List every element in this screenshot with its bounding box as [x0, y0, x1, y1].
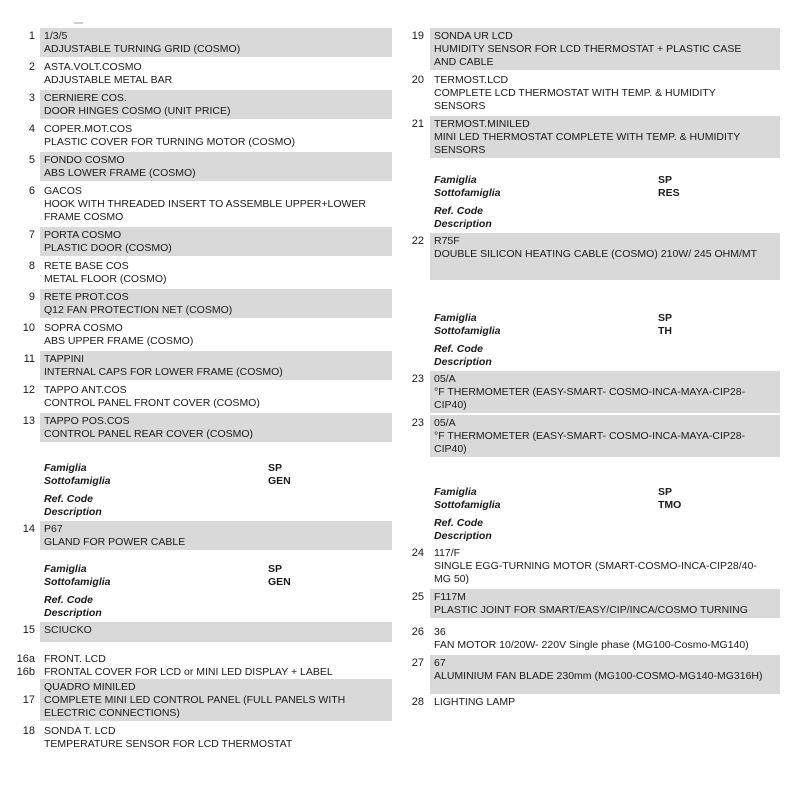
item-row	[0, 622, 392, 642]
item-desc-line: DOOR HINGES COSMO (UNIT PRICE)	[44, 105, 231, 117]
item-row	[390, 233, 780, 280]
family-field-row	[434, 187, 776, 200]
family-field-row	[44, 462, 388, 475]
item-code: RETE PROT.COS	[44, 291, 129, 303]
family-block	[390, 174, 780, 231]
parts-column-right	[390, 28, 780, 709]
item-desc-line: CIP40)	[434, 443, 467, 455]
family-field-row	[434, 517, 776, 530]
item-desc-line: ABS UPPER FRAME (COSMO)	[44, 335, 194, 347]
item-number: 12	[22, 384, 35, 396]
family-field-label: Description	[434, 356, 492, 368]
family-field-row	[434, 312, 776, 325]
item-row	[390, 655, 780, 694]
item-row	[390, 72, 780, 114]
item-content	[430, 624, 780, 653]
item-code: TAPPO POS.COS	[44, 415, 130, 427]
item-row	[390, 545, 780, 587]
family-field-label: Ref. Code	[434, 517, 484, 529]
item-number: 18	[22, 725, 35, 737]
item-desc-line: TEMPERATURE SENSOR FOR LCD THERMOSTAT	[44, 738, 293, 750]
item-desc-line: COMPLETE MINI LED CONTROL PANEL (FULL PANELS WITH	[44, 694, 346, 706]
item-code: 05/A	[434, 373, 456, 385]
item-code: 1/3/5	[44, 30, 68, 42]
family-field-row	[44, 576, 388, 589]
family-field-row	[434, 499, 776, 512]
family-field-label: Sottofamiglia	[44, 475, 111, 487]
item-content	[430, 589, 780, 618]
item-content	[430, 371, 780, 413]
family-field-value: TH	[658, 325, 672, 337]
item-code: SONDA UR LCD	[434, 30, 513, 42]
item-number: 4	[28, 123, 35, 135]
item-number: 15	[22, 624, 35, 636]
family-field-row	[434, 205, 776, 218]
item-desc-line: ELECTRIC CONNECTIONS)	[44, 707, 180, 719]
item-content	[40, 666, 392, 679]
family-field-label: Sottofamiglia	[434, 325, 501, 337]
item-number: 28	[411, 696, 424, 708]
item-row	[0, 289, 392, 318]
item-number: 17	[22, 694, 35, 706]
item-row	[0, 258, 392, 287]
item-content	[40, 653, 392, 666]
item-desc-line: FAN MOTOR 10/20W- 220V Single phase (MG100-Cosmo-MG140)	[434, 639, 749, 651]
item-code: TAPPINI	[44, 353, 85, 365]
family-field-label: Ref. Code	[44, 594, 94, 606]
family-field-row	[434, 486, 776, 499]
item-number: 25	[411, 591, 424, 603]
item-number: 26	[411, 626, 424, 638]
item-code: FRONT. LCD	[44, 653, 106, 665]
item-code: LIGHTING LAMP	[434, 696, 516, 708]
family-fields	[40, 462, 392, 519]
item-number: 24	[411, 547, 424, 559]
item-desc-line: INTERNAL CAPS FOR LOWER FRAME (COSMO)	[44, 366, 283, 378]
item-content	[40, 90, 392, 119]
item-row	[390, 28, 780, 70]
item-number: 23	[411, 417, 424, 429]
item-number	[390, 486, 424, 488]
item-row	[390, 589, 780, 618]
item-desc-line: CIP40)	[434, 399, 467, 411]
item-desc-line: SENSORS	[434, 100, 486, 112]
family-field-label: Famiglia	[44, 462, 87, 474]
item-row	[0, 382, 392, 411]
item-desc-line: PLASTIC COVER FOR TURNING MOTOR (COSMO)	[44, 136, 296, 148]
family-field-label: Description	[44, 607, 102, 619]
item-code: P67	[44, 523, 63, 535]
family-field-value: GEN	[268, 475, 291, 487]
item-number: 19	[411, 30, 424, 42]
scan-artifact-mark	[74, 22, 83, 24]
item-row	[0, 666, 392, 679]
item-content	[40, 121, 392, 150]
item-row	[0, 152, 392, 181]
item-content	[430, 72, 780, 114]
family-field-row	[434, 174, 776, 187]
item-row	[390, 624, 780, 653]
family-field-row	[44, 493, 388, 506]
item-row	[0, 121, 392, 150]
family-field-value: TMO	[658, 499, 682, 511]
item-number	[390, 312, 424, 314]
item-desc-line: SENSORS	[434, 144, 486, 156]
family-field-row	[44, 475, 388, 488]
family-field-value: SP	[658, 174, 673, 186]
item-content	[40, 320, 392, 349]
family-field-value: SP	[658, 312, 673, 324]
item-row	[0, 521, 392, 550]
item-number: 7	[28, 229, 35, 241]
family-fields	[430, 312, 780, 369]
family-field-row	[434, 343, 776, 356]
family-field-label: Famiglia	[434, 486, 477, 498]
parts-column-left	[0, 28, 392, 754]
item-number: 11	[23, 353, 35, 365]
item-content	[430, 655, 780, 694]
family-block	[390, 486, 780, 543]
item-desc-line: CONTROL PANEL REAR COVER (COSMO)	[44, 428, 254, 440]
item-code: ASTA.VOLT.COSMO	[44, 61, 142, 73]
item-row	[390, 415, 780, 457]
family-field-value: GEN	[268, 576, 291, 588]
item-number: 8	[28, 260, 35, 272]
item-number: 3	[28, 92, 35, 104]
item-content	[430, 116, 780, 158]
item-code: QUADRO MINILED	[44, 681, 136, 693]
item-desc-line: SINGLE EGG-TURNING MOTOR (SMART-COSMO-INCA-CIP28/40-	[434, 560, 757, 572]
family-field-label: Sottofamiglia	[434, 499, 501, 511]
item-code: R75F	[434, 235, 460, 247]
family-block	[390, 312, 780, 369]
family-field-label: Famiglia	[434, 312, 477, 324]
item-row	[0, 28, 392, 57]
family-field-label: Ref. Code	[44, 493, 94, 505]
item-desc-line: FRAME COSMO	[44, 211, 124, 223]
family-field-label: Sottofamiglia	[44, 576, 111, 588]
item-code: FRONTAL COVER FOR LCD or MINI LED DISPLAY + LABEL	[44, 666, 333, 678]
item-row	[0, 183, 392, 225]
item-content	[40, 227, 392, 256]
item-code: SONDA T. LCD	[44, 725, 116, 737]
item-code: TERMOST.MINILED	[434, 118, 530, 130]
family-field-label: Ref. Code	[434, 343, 484, 355]
item-row	[0, 351, 392, 380]
item-desc-line: DOUBLE SILICON HEATING CABLE (COSMO) 210W/ 245 OHM/MT	[434, 248, 758, 260]
item-content	[40, 59, 392, 88]
item-row	[0, 723, 392, 752]
item-code: 67	[434, 657, 446, 669]
item-desc-line: MINI LED THERMOSTAT COMPLETE WITH TEMP. & HUMIDITY	[434, 131, 741, 143]
family-field-row	[44, 563, 388, 576]
family-field-row	[44, 607, 388, 620]
family-field-row	[434, 218, 776, 231]
item-content	[40, 382, 392, 411]
item-row	[390, 371, 780, 413]
item-number: 9	[28, 291, 35, 303]
item-content	[40, 521, 392, 550]
item-desc-line: ALUMINIUM FAN BLADE 230mm (MG100-COSMO-MG140-MG316H)	[434, 670, 763, 682]
family-fields	[40, 563, 392, 620]
family-block	[0, 563, 392, 620]
item-code: FONDO COSMO	[44, 154, 125, 166]
family-field-value: SP	[268, 563, 283, 575]
item-content	[40, 351, 392, 380]
item-code: GACOS	[44, 185, 82, 197]
item-desc-line: HOOK WITH THREADED INSERT TO ASSEMBLE UPPER+LOWER	[44, 198, 366, 210]
item-row	[0, 227, 392, 256]
family-field-label: Sottofamiglia	[434, 187, 501, 199]
item-row	[390, 696, 780, 709]
item-code: 117/F	[434, 547, 461, 559]
item-number: 23	[411, 373, 424, 385]
item-number: 20	[411, 74, 424, 86]
family-field-value: RES	[658, 187, 680, 199]
item-desc-line: ABS LOWER FRAME (COSMO)	[44, 167, 196, 179]
family-field-label: Description	[44, 506, 102, 518]
item-number	[0, 563, 35, 565]
item-content	[40, 183, 392, 225]
item-desc-line: ADJUSTABLE TURNING GRID (COSMO)	[44, 43, 241, 55]
family-block	[0, 462, 392, 519]
item-content	[40, 723, 392, 752]
family-field-value: SP	[268, 462, 283, 474]
item-code: 36	[434, 626, 446, 638]
item-code: COPER.MOT.COS	[44, 123, 133, 135]
item-content	[430, 28, 780, 70]
item-desc-line: ADJUSTABLE METAL BAR	[44, 74, 173, 86]
item-desc-line: METAL FLOOR (COSMO)	[44, 273, 167, 285]
item-desc-line: HUMIDITY SENSOR FOR LCD THERMOSTAT + PLASTIC CASE	[434, 43, 742, 55]
family-fields	[430, 174, 780, 231]
item-number: 1	[28, 30, 35, 42]
item-number: 16a	[16, 653, 35, 665]
family-field-label: Description	[434, 218, 492, 230]
item-desc-line: AND CABLE	[434, 56, 494, 68]
item-code: F117M	[434, 591, 466, 603]
family-field-label: Famiglia	[44, 563, 87, 575]
family-field-row	[434, 325, 776, 338]
item-content	[430, 545, 780, 587]
family-field-row	[44, 506, 388, 519]
item-number: 27	[411, 657, 424, 669]
item-code: SCIUCKO	[44, 624, 92, 636]
item-number: 10	[22, 322, 35, 334]
item-row	[0, 320, 392, 349]
item-code: TERMOST.LCD	[434, 74, 509, 86]
item-number: 22	[411, 235, 424, 247]
item-number	[390, 174, 424, 176]
item-desc-line: CONTROL PANEL FRONT COVER (COSMO)	[44, 397, 260, 409]
family-field-label: Description	[434, 530, 492, 542]
item-desc-line: °F THERMOMETER (EASY-SMART- COSMO-INCA-MAYA-CIP28-	[434, 430, 746, 442]
family-field-row	[44, 594, 388, 607]
item-content	[430, 233, 780, 280]
item-row	[0, 653, 392, 666]
item-desc-line: PLASTIC JOINT FOR SMART/EASY/CIP/INCA/COSMO TURNING	[434, 604, 748, 616]
item-content	[40, 152, 392, 181]
item-content	[40, 28, 392, 57]
item-number: 16b	[16, 666, 35, 678]
family-field-value: SP	[658, 486, 673, 498]
item-code: TAPPO ANT.COS	[44, 384, 127, 396]
item-code: CERNIERE COS.	[44, 92, 127, 104]
item-row	[0, 679, 392, 721]
item-desc-line: °F THERMOMETER (EASY-SMART- COSMO-INCA-MAYA-CIP28-	[434, 386, 746, 398]
family-field-row	[434, 356, 776, 369]
item-content	[40, 679, 392, 721]
item-desc-line: GLAND FOR POWER CABLE	[44, 536, 186, 548]
item-code: RETE BASE COS	[44, 260, 129, 272]
item-row	[0, 90, 392, 119]
family-field-label: Ref. Code	[434, 205, 484, 217]
item-number	[0, 462, 35, 464]
item-number: 14	[22, 523, 35, 535]
item-desc-line: PLASTIC DOOR (COSMO)	[44, 242, 172, 254]
item-code: PORTA COSMO	[44, 229, 122, 241]
item-code: SOPRA COSMO	[44, 322, 123, 334]
item-content	[430, 696, 780, 709]
item-content	[430, 415, 780, 457]
item-number: 21	[411, 118, 424, 130]
item-content	[40, 413, 392, 442]
item-desc-line: COMPLETE LCD THERMOSTAT WITH TEMP. & HUMIDITY	[434, 87, 716, 99]
item-desc-line: Q12 FAN PROTECTION NET (COSMO)	[44, 304, 233, 316]
item-number: 2	[28, 61, 35, 73]
family-fields	[430, 486, 780, 543]
item-content	[40, 622, 392, 642]
item-row	[0, 59, 392, 88]
item-number: 5	[28, 154, 35, 166]
item-row	[390, 116, 780, 158]
item-code: 05/A	[434, 417, 456, 429]
item-content	[40, 258, 392, 287]
item-row	[0, 413, 392, 442]
item-content	[40, 289, 392, 318]
item-number: 6	[28, 185, 35, 197]
item-desc-line: MG 50)	[434, 573, 470, 585]
family-field-label: Famiglia	[434, 174, 477, 186]
family-field-row	[434, 530, 776, 543]
item-number: 13	[22, 415, 35, 427]
